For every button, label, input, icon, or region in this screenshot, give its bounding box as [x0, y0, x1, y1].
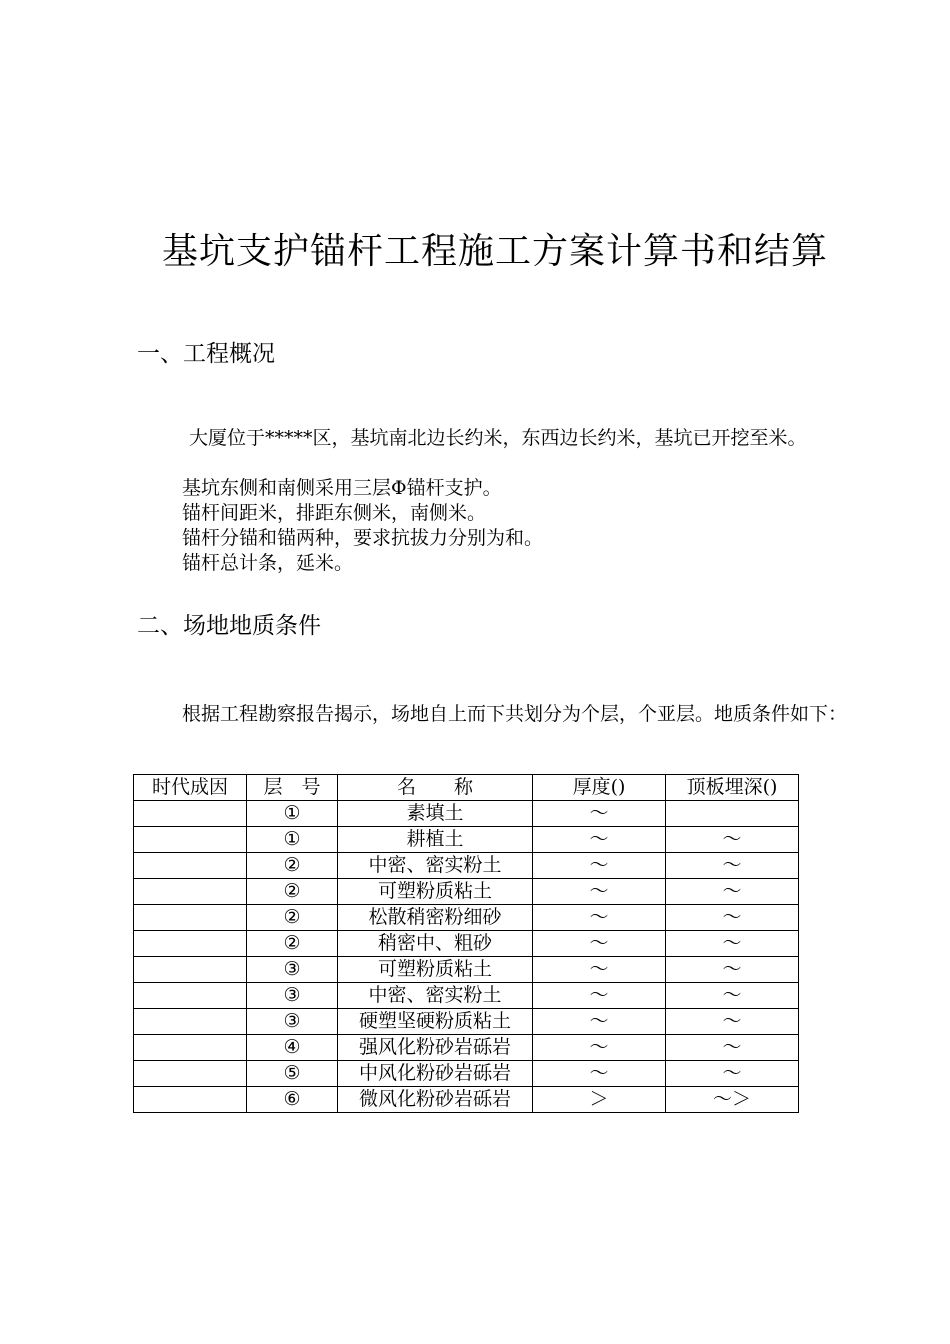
cell-thickness: ～	[533, 827, 666, 853]
table-header-row	[134, 775, 799, 801]
table-row	[134, 957, 799, 983]
cell-era-origin	[134, 1061, 247, 1087]
cell-era-origin	[134, 931, 247, 957]
header-layer-no: 层 号	[247, 775, 338, 801]
cell-layer-no: ①	[247, 827, 338, 853]
table-row	[134, 1009, 799, 1035]
cell-layer-no: ④	[247, 1035, 338, 1061]
table-row	[134, 983, 799, 1009]
document-title: 基坑支护锚杆工程施工方案计算书和结算	[161, 231, 828, 272]
cell-layer-no: ②	[247, 853, 338, 879]
cell-thickness: ～	[533, 983, 666, 1009]
cell-name: 素填土	[338, 801, 533, 827]
cell-name: 中密、密实粉土	[338, 853, 533, 879]
cell-name: 松散稍密粉细砂	[338, 905, 533, 931]
cell-thickness: ～	[533, 931, 666, 957]
cell-layer-no: ②	[247, 931, 338, 957]
cell-era-origin	[134, 983, 247, 1009]
cell-era-origin	[134, 905, 247, 931]
table-row	[134, 905, 799, 931]
cell-top-depth: ～＞	[666, 1087, 799, 1113]
cell-name: 耕植土	[338, 827, 533, 853]
cell-layer-no: ②	[247, 905, 338, 931]
cell-name: 可塑粉质粘土	[338, 879, 533, 905]
cell-layer-no: ①	[247, 801, 338, 827]
table-row	[134, 1061, 799, 1087]
cell-name: 硬塑坚硬粉质粘土	[338, 1009, 533, 1035]
cell-top-depth: ～	[666, 827, 799, 853]
cell-era-origin	[134, 1035, 247, 1061]
cell-top-depth: ～	[666, 853, 799, 879]
cell-layer-no: ②	[247, 879, 338, 905]
cell-top-depth	[666, 801, 799, 827]
cell-top-depth: ～	[666, 1035, 799, 1061]
header-era-origin: 时代成因	[134, 775, 247, 801]
overview-line: 锚杆分锚和锚两种，要求抗拔力分别为和。	[182, 527, 544, 549]
overview-paragraph: 大厦位于*****区，基坑南北边长约米，东西边长约米，基坑已开挖至米。	[189, 427, 807, 449]
cell-name: 中风化粉砂岩砾岩	[338, 1061, 533, 1087]
cell-top-depth: ～	[666, 879, 799, 905]
cell-top-depth: ～	[666, 1061, 799, 1087]
header-top-depth: 顶板埋深()	[666, 775, 799, 801]
cell-thickness: ～	[533, 853, 666, 879]
cell-thickness: ～	[533, 1061, 666, 1087]
cell-thickness: ～	[533, 1035, 666, 1061]
cell-name: 强风化粉砂岩砾岩	[338, 1035, 533, 1061]
geology-paragraph: 根据工程勘察报告揭示，场地自上而下共划分为个层，个亚层。地质条件如下：	[182, 703, 848, 725]
table-row	[134, 931, 799, 957]
cell-layer-no: ⑥	[247, 1087, 338, 1113]
cell-top-depth: ～	[666, 957, 799, 983]
cell-thickness: ～	[533, 879, 666, 905]
cell-top-depth: ～	[666, 905, 799, 931]
cell-era-origin	[134, 879, 247, 905]
table-row	[134, 1035, 799, 1061]
cell-name: 中密、密实粉土	[338, 983, 533, 1009]
table-row	[134, 801, 799, 827]
section-heading-geology: 二、场地地质条件	[137, 613, 321, 639]
table-row	[134, 827, 799, 853]
cell-layer-no: ③	[247, 1009, 338, 1035]
cell-era-origin	[134, 1009, 247, 1035]
cell-era-origin	[134, 957, 247, 983]
cell-layer-no: ⑤	[247, 1061, 338, 1087]
cell-thickness: ＞	[533, 1087, 666, 1113]
cell-name: 稍密中、粗砂	[338, 931, 533, 957]
table-row	[134, 1087, 799, 1113]
cell-era-origin	[134, 853, 247, 879]
cell-thickness: ～	[533, 801, 666, 827]
table-row	[134, 879, 799, 905]
cell-top-depth: ～	[666, 931, 799, 957]
cell-top-depth: ～	[666, 983, 799, 1009]
overview-line: 锚杆间距米，排距东侧米，南侧米。	[182, 502, 487, 524]
header-thickness: 厚度()	[533, 775, 666, 801]
cell-name: 可塑粉质粘土	[338, 957, 533, 983]
cell-name: 微风化粉砂岩砾岩	[338, 1087, 533, 1113]
overview-line: 基坑东侧和南侧采用三层Φ锚杆支护。	[182, 477, 502, 499]
overview-line: 锚杆总计条，延米。	[182, 552, 354, 574]
cell-thickness: ～	[533, 1009, 666, 1035]
cell-era-origin	[134, 1087, 247, 1113]
cell-top-depth: ～	[666, 1009, 799, 1035]
cell-thickness: ～	[533, 957, 666, 983]
header-name: 名 称	[338, 775, 533, 801]
geology-table	[133, 774, 799, 1113]
table-row	[134, 853, 799, 879]
cell-layer-no: ③	[247, 957, 338, 983]
cell-thickness: ～	[533, 905, 666, 931]
cell-era-origin	[134, 801, 247, 827]
section-heading-overview: 一、工程概况	[137, 341, 275, 367]
cell-era-origin	[134, 827, 247, 853]
cell-layer-no: ③	[247, 983, 338, 1009]
